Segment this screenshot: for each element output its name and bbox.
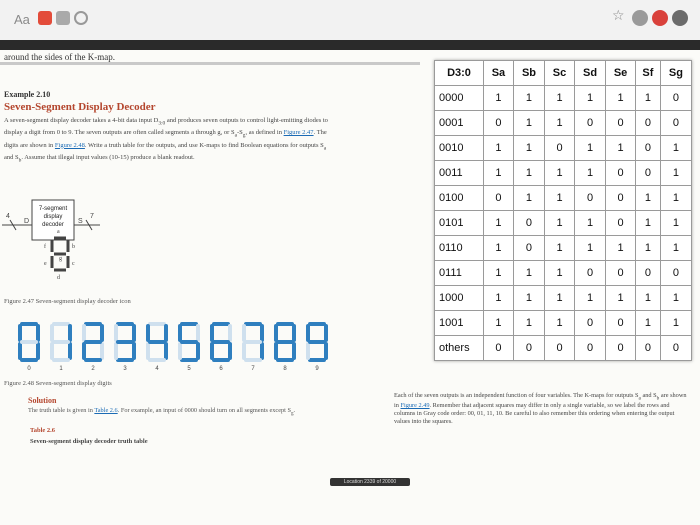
- text: . Remember that adjacent squares may differ in only a single variable, so we label the rows and columns in Gray code order: 00, 01, 11, 10. Be careful to also remember this ordering when entering the output values into the squares.: [394, 402, 675, 426]
- row-label: 0101: [435, 211, 484, 236]
- table-row: [435, 111, 692, 136]
- table-cell: 1: [660, 211, 691, 236]
- toolbar-divider: [0, 40, 700, 50]
- table-cell: 0: [606, 161, 636, 186]
- seg-label: e: [44, 261, 47, 267]
- breadcrumb: around the sides of the K-map.: [4, 52, 115, 62]
- table-cell: 1: [636, 286, 661, 311]
- table-cell: 1: [660, 236, 691, 261]
- text: . The digits are shown in: [4, 129, 327, 149]
- table-caption: Table 2.6: [30, 427, 56, 434]
- table-cell: 1: [660, 161, 691, 186]
- table-cell: 1: [606, 286, 636, 311]
- table-cell: 1: [484, 161, 514, 186]
- text: , as defined in: [245, 129, 284, 137]
- column-header: Sb: [513, 61, 544, 86]
- digit-label: 4: [155, 366, 159, 372]
- truth-table: [434, 60, 692, 361]
- figure-link[interactable]: Figure 2.49: [400, 402, 430, 410]
- table-cell: 1: [660, 311, 691, 336]
- text: Each of the seven outputs is an independent function of four variables. The K-maps for outputs S: [394, 392, 639, 399]
- table-cell: 0: [484, 186, 514, 211]
- table-cell: 1: [545, 186, 575, 211]
- table-cell: 1: [545, 236, 575, 261]
- table-cell: 0: [574, 336, 605, 361]
- refresh-icon[interactable]: [74, 11, 88, 25]
- table-cell: 1: [545, 261, 575, 286]
- column-header: Sf: [636, 61, 661, 86]
- row-label: 0111: [435, 261, 484, 286]
- table-row: [435, 186, 692, 211]
- table-cell: 0: [660, 111, 691, 136]
- table-row: [435, 286, 692, 311]
- digit-label: 9: [315, 366, 319, 372]
- table-link[interactable]: Table 2.6: [94, 407, 118, 414]
- table-cell: 1: [484, 286, 514, 311]
- location-indicator: Location 2339 of 20000: [330, 478, 410, 486]
- input-name-label: D: [24, 218, 30, 225]
- browser-toolbar: [0, 0, 700, 41]
- bus-width-label: 4: [6, 213, 10, 220]
- table-cell: 1: [513, 261, 544, 286]
- table-cell: 1: [545, 211, 575, 236]
- table-cell: 0: [606, 211, 636, 236]
- figure-caption: Figure 2.47 Seven-segment display decoder icon: [4, 298, 131, 305]
- text: g: [291, 410, 294, 417]
- text: and produces seven outputs to control light-emitting diodes to display a digit from 0 to 9. The seven outputs are often called segments a through g, or S: [4, 117, 328, 137]
- seg-label: a: [57, 229, 60, 235]
- table-cell: 0: [513, 336, 544, 361]
- solution-text: [28, 407, 378, 417]
- reader-mode-button[interactable]: Aa: [14, 12, 30, 27]
- text: . Assume that illegal input values (10-15) produce a blank readout.: [21, 153, 195, 161]
- figure-2-47: [2, 195, 422, 310]
- table-cell: 1: [513, 311, 544, 336]
- table-name: Seven-segment display decoder truth table: [30, 438, 148, 445]
- table-cell: 1: [574, 161, 605, 186]
- digit-label: 7: [251, 366, 255, 372]
- solution-title: Solution: [28, 396, 57, 405]
- text: are shown in: [394, 392, 687, 410]
- block-label: 7-segment: [38, 206, 68, 212]
- table-cell: 0: [606, 261, 636, 286]
- table-cell: 0: [606, 336, 636, 361]
- text: . Write a truth table for the outputs, and use K-maps to find Boolean equations for outputs S: [84, 141, 324, 149]
- table-row: [435, 261, 692, 286]
- extension-icon[interactable]: [632, 10, 648, 26]
- digit-label: 8: [283, 366, 287, 372]
- example-body: [4, 116, 334, 165]
- table-row: [435, 336, 692, 361]
- table-cell: 1: [513, 286, 544, 311]
- text: a: [638, 395, 641, 402]
- column-header: Sd: [574, 61, 605, 86]
- table-cell: 0: [574, 311, 605, 336]
- table-cell: 1: [513, 86, 544, 111]
- table-cell: 0: [545, 136, 575, 161]
- row-label: 0001: [435, 111, 484, 136]
- seg-label: g: [59, 256, 62, 262]
- text: b: [656, 395, 660, 402]
- row-label: others: [435, 336, 484, 361]
- table-cell: 1: [660, 186, 691, 211]
- divider: [0, 62, 420, 65]
- table-cell: 0: [636, 111, 661, 136]
- example-title: Seven-Segment Display Decoder: [4, 101, 156, 113]
- seg-label: b: [72, 244, 75, 250]
- seg-label: f: [44, 244, 46, 250]
- figure-link[interactable]: Figure 2.47: [283, 129, 314, 137]
- figure-link[interactable]: Figure 2.48: [54, 141, 85, 149]
- text: and S: [640, 392, 657, 399]
- table-cell: 1: [545, 161, 575, 186]
- seg-label: d: [57, 275, 60, 281]
- row-label: 0100: [435, 186, 484, 211]
- table-row: [435, 211, 692, 236]
- output-name-label: S: [78, 218, 83, 225]
- text: A seven-segment display decoder takes a 4-bit data input D: [4, 117, 159, 124]
- row-label: 0000: [435, 86, 484, 111]
- column-header: D3:0: [435, 61, 484, 86]
- table-cell: 1: [574, 286, 605, 311]
- table-cell: 1: [636, 186, 661, 211]
- table-cell: 1: [484, 311, 514, 336]
- table-cell: 0: [660, 261, 691, 286]
- table-cell: 1: [484, 211, 514, 236]
- table-header-row: [435, 61, 692, 86]
- table-cell: 1: [660, 136, 691, 161]
- right-paragraph: [394, 392, 692, 426]
- table-cell: 1: [545, 86, 575, 111]
- table-cell: 1: [484, 136, 514, 161]
- table-cell: 0: [660, 86, 691, 111]
- table-cell: 1: [574, 136, 605, 161]
- table-cell: 1: [484, 261, 514, 286]
- table-cell: 0: [574, 111, 605, 136]
- figure-caption: Figure 2.48 Seven-segment display digits: [4, 380, 112, 387]
- example-number: Example 2.10: [4, 90, 51, 99]
- table-cell: 0: [574, 186, 605, 211]
- table-cell: 0: [636, 161, 661, 186]
- table-cell: 0: [574, 261, 605, 286]
- column-header: Se: [606, 61, 636, 86]
- digit-label: 1: [59, 366, 63, 372]
- seg-label: c: [72, 261, 75, 267]
- figure-2-48: [2, 318, 422, 388]
- table-cell: 0: [606, 111, 636, 136]
- table-cell: 0: [513, 236, 544, 261]
- table-cell: 1: [545, 111, 575, 136]
- table-cell: 0: [484, 336, 514, 361]
- table-cell: 1: [574, 211, 605, 236]
- table-cell: 1: [545, 286, 575, 311]
- segment-layout: [52, 238, 68, 270]
- table-cell: 1: [545, 311, 575, 336]
- text: a: [234, 132, 237, 139]
- row-label: 1000: [435, 286, 484, 311]
- block-label: decoder: [42, 222, 64, 228]
- table-row: [435, 86, 692, 111]
- bars-icon[interactable]: [56, 11, 70, 25]
- table-cell: 1: [513, 136, 544, 161]
- table-row: [435, 311, 692, 336]
- table-cell: 1: [660, 286, 691, 311]
- table-cell: 1: [606, 236, 636, 261]
- table-cell: 1: [484, 236, 514, 261]
- table-cell: 1: [636, 86, 661, 111]
- table-cell: 0: [660, 336, 691, 361]
- table-body: [435, 86, 692, 361]
- table-cell: 0: [545, 336, 575, 361]
- digit-label: 5: [187, 366, 191, 372]
- digits-diagram: [2, 318, 422, 388]
- digit-label: 0: [27, 366, 31, 372]
- table-cell: 1: [513, 161, 544, 186]
- row-label: 0010: [435, 136, 484, 161]
- text: 3:0: [158, 120, 166, 127]
- text: The truth table is given in: [28, 407, 95, 414]
- table-cell: 0: [606, 311, 636, 336]
- table-row: [435, 136, 692, 161]
- table-cell: 0: [484, 111, 514, 136]
- table-cell: 1: [574, 86, 605, 111]
- decoder-diagram: [2, 195, 422, 310]
- text: b: [18, 157, 22, 164]
- table-cell: 1: [636, 211, 661, 236]
- row-label: 0110: [435, 236, 484, 261]
- table-cell: 0: [606, 186, 636, 211]
- digit-label: 3: [123, 366, 127, 372]
- digit-label: 2: [91, 366, 95, 372]
- text: g: [242, 132, 246, 139]
- table-cell: 1: [513, 111, 544, 136]
- column-header: Sg: [660, 61, 691, 86]
- table-cell: 0: [636, 136, 661, 161]
- table-cell: 1: [636, 311, 661, 336]
- table-cell: 1: [636, 236, 661, 261]
- block-label: display: [43, 214, 63, 220]
- text: . For example, an input of 0000 should turn on all segments except S: [117, 407, 291, 414]
- digit-label: 6: [219, 366, 223, 372]
- text: -S: [237, 129, 243, 137]
- table-cell: 1: [606, 136, 636, 161]
- table-cell: 1: [484, 86, 514, 111]
- table-cell: 1: [574, 236, 605, 261]
- row-label: 1001: [435, 311, 484, 336]
- column-header: Sa: [484, 61, 514, 86]
- table-row: [435, 161, 692, 186]
- table-cell: 0: [636, 261, 661, 286]
- extension-icon[interactable]: [672, 10, 688, 26]
- table-cell: 1: [513, 186, 544, 211]
- column-header: Sc: [545, 61, 575, 86]
- row-label: 0011: [435, 161, 484, 186]
- star-icon[interactable]: ☆: [612, 8, 625, 24]
- table-cell: 1: [606, 86, 636, 111]
- text: a: [323, 144, 327, 151]
- text: .: [293, 407, 296, 414]
- text: and S: [4, 153, 19, 161]
- bus-width-label: 7: [90, 213, 94, 220]
- table-cell: 0: [513, 211, 544, 236]
- table-cell: 0: [636, 336, 661, 361]
- table-row: [435, 236, 692, 261]
- extension-icon[interactable]: [652, 10, 668, 26]
- grid-icon[interactable]: [38, 11, 52, 25]
